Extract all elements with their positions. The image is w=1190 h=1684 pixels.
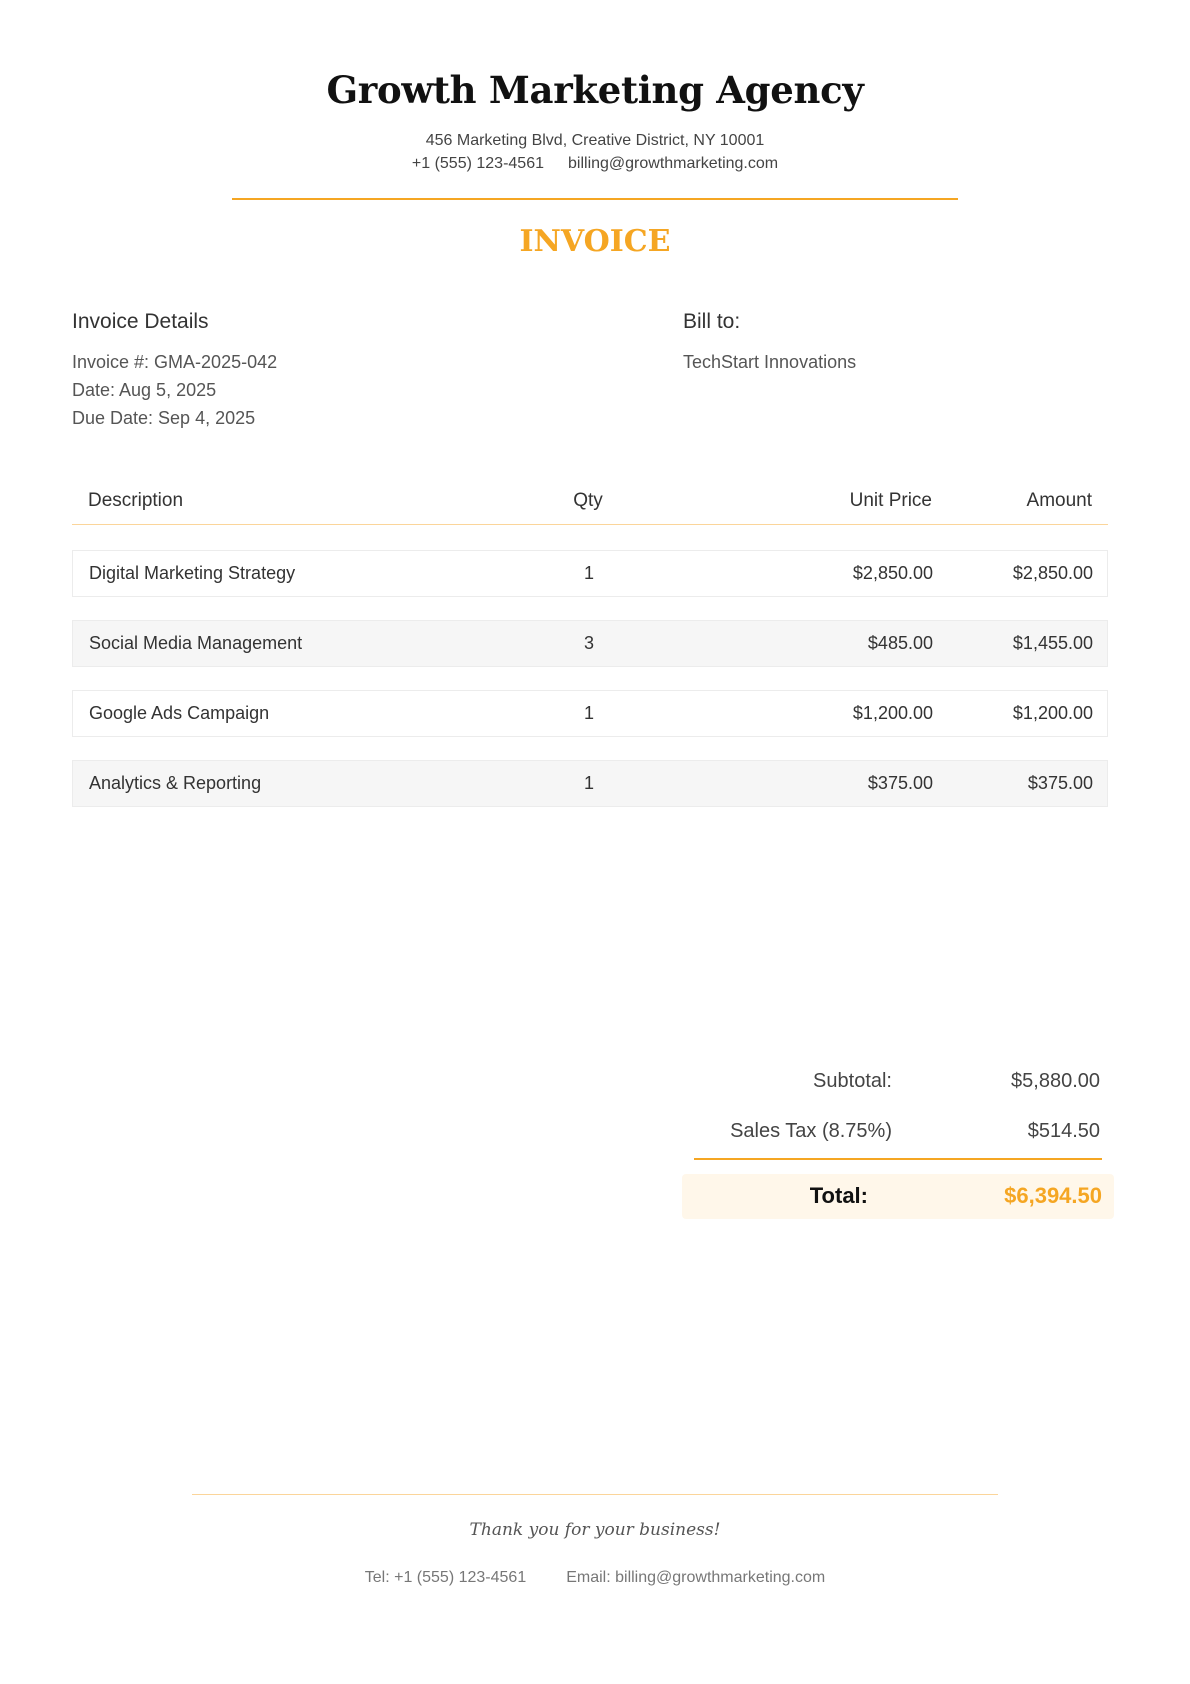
row-amount: $1,200.00 (1012, 703, 1093, 723)
footer-contact (0, 1569, 1190, 1587)
row-description: Google Ads Campaign (89, 703, 270, 723)
table-row (72, 550, 1108, 597)
subtotal-row (640, 1070, 1110, 1100)
company-email: billing@growthmarketing.com (568, 155, 779, 172)
footer-divider (192, 1494, 998, 1495)
row-unit-price: $1,200.00 (852, 703, 933, 723)
total-label: Total: (809, 1183, 868, 1208)
row-description: Social Media Management (89, 633, 303, 653)
subtotal-label: Subtotal: (813, 1070, 892, 1092)
bill-to-heading: Bill to: (683, 310, 741, 333)
table-row (72, 760, 1108, 807)
tax-row (640, 1120, 1110, 1150)
line-items-table (72, 482, 1108, 793)
header-description: Description (88, 490, 184, 511)
footer-email: Email: billing@growthmarketing.com (566, 1569, 826, 1586)
table-row (72, 620, 1108, 667)
bill-to (683, 310, 1103, 376)
row-qty: 1 (583, 773, 594, 793)
row-qty: 3 (583, 633, 594, 653)
header-divider (232, 198, 958, 200)
subtotal-value: $5,880.00 (1011, 1070, 1100, 1092)
company-name: Growth Marketing Agency (326, 68, 864, 112)
invoice-due-date: Due Date: Sep 4, 2025 (72, 408, 256, 428)
row-unit-price: $485.00 (867, 633, 933, 653)
invoice-title: INVOICE (519, 224, 671, 259)
row-description: Analytics & Reporting (89, 773, 262, 793)
total-value: $6,394.50 (1004, 1183, 1102, 1208)
row-qty: 1 (583, 703, 594, 723)
totals-divider (694, 1158, 1102, 1160)
table-header (72, 482, 1108, 525)
total-row (682, 1174, 1114, 1219)
table-row (72, 690, 1108, 737)
thank-you-note: Thank you for your business! (469, 1520, 721, 1540)
row-description: Digital Marketing Strategy (89, 563, 296, 583)
company-contact (0, 155, 1190, 173)
invoice-date: Date: Aug 5, 2025 (72, 380, 217, 400)
row-amount: $2,850.00 (1012, 563, 1093, 583)
footer-tel: Tel: +1 (555) 123-4561 (364, 1569, 527, 1586)
header-unit-price: Unit Price (849, 490, 932, 511)
header-amount: Amount (1026, 490, 1092, 511)
company-phone: +1 (555) 123-4561 (411, 155, 544, 172)
tax-value: $514.50 (1027, 1120, 1100, 1142)
row-amount: $375.00 (1027, 773, 1093, 793)
tax-label: Sales Tax (8.75%) (730, 1120, 892, 1142)
invoice-details-heading: Invoice Details (72, 310, 209, 333)
bill-to-client: TechStart Innovations (683, 352, 857, 372)
header-qty: Qty (573, 490, 603, 511)
row-qty: 1 (583, 563, 594, 583)
row-unit-price: $375.00 (867, 773, 933, 793)
invoice-number: Invoice #: GMA-2025-042 (72, 352, 278, 372)
row-unit-price: $2,850.00 (852, 563, 933, 583)
row-amount: $1,455.00 (1012, 633, 1093, 653)
company-address: 456 Marketing Blvd, Creative District, NY 10001 (425, 132, 765, 149)
invoice-details (72, 310, 572, 432)
